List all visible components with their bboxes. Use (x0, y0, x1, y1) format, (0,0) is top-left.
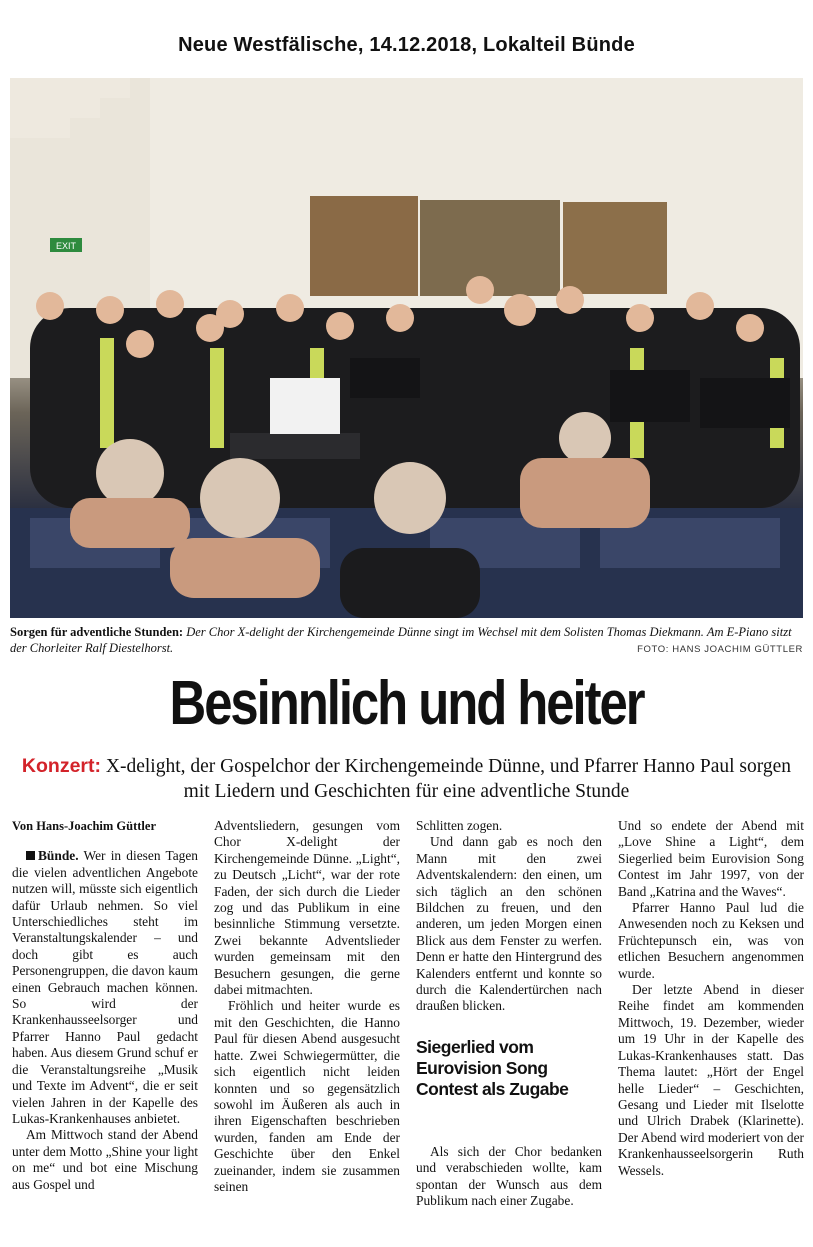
photo-credit: FOTO: HANS JOACHIM GÜTTLER (637, 644, 803, 655)
paragraph: Pfarrer Hanno Paul lud die Anwesenden noch zu Keksen und Früchtepunsch ein, was von etlichen Besuchern angenommen wurde. (618, 900, 804, 981)
paragraph: Schlitten zogen. (416, 818, 503, 833)
paragraph: Am Mittwoch stand der Abend unter dem Motto „Shine your light on me“ und bot eine Mischung aus Gospel und (12, 1127, 198, 1192)
caption-lead: Sorgen für adventliche Stunden: (10, 625, 184, 639)
subline-text: X-delight, der Gospelchor der Kirchengemeinde Dünne, und Pfarrer Hanno Paul sorgen mit Liedern und Geschichten für eine adventliche Stunde (101, 756, 792, 802)
subline-kicker: Konzert: (21, 755, 101, 777)
dateline: Bünde. (38, 848, 79, 864)
paragraph: Fröhlich und heiter wurde es mit den Geschichten, die Hanno Paul für diesen Abend ausgesucht hatte. Zwei Schwiegermütter, die sich eigentlich nicht leiden konnten und so gegensätzlich sowohl im Äußeren als auch in ihren Eigenschaften beschrieben wurden, fanden am Ende der Geschichte über den Enkel zueinander, indem sie zusammen seinen (214, 998, 400, 1194)
headline: Besinnlich und heiter (169, 669, 644, 738)
subheading: Siegerlied vom Eurovision Song Contest als Zugabe (416, 1036, 569, 1099)
paragraph: Und so endete der Abend mit „Love Shine a Light“, dem Siegerlied beim Eurovision Song Contest im Jahr 1997, von der Band „Katrina and the Waves“. (618, 818, 804, 899)
article-column-4 (618, 818, 804, 1179)
paragraph: Und dann gab es noch den Mann mit den zwei Adventskalendern: den einen, um sich täglich an den schönen Bildchen zu freuen, und den anderen, um jeden Morgen einen Blick aus dem Fenster zu werfen. Denn er hatte den Hintergrund des Kalenders entfernt und konnte so durch die Kalendertürchen nach draußen blicken. (416, 834, 602, 1014)
masthead: Neue Westfälische, 14.12.2018, Lokalteil Bünde (178, 34, 635, 56)
lead-square-icon (26, 851, 35, 860)
byline: Von Hans-Joachim Güttler (12, 819, 156, 833)
article-column-2 (214, 818, 400, 1195)
choir-photo-illustration (10, 78, 803, 618)
paragraph (12, 848, 198, 1127)
caption-text: Der Chor X-delight der Kirchengemeinde Dünne singt im Wechsel mit dem Solisten Thomas Diekmann. Am E-Piano sitzt der Chorleiter Ralf Diestelhorst. (10, 625, 792, 655)
article-column-3 (416, 818, 602, 1210)
choir-photo (10, 78, 803, 618)
subline (20, 754, 793, 804)
exit-sign-label: EXIT (55, 241, 77, 251)
paragraph: Als sich der Chor bedanken und verabschieden wollte, kam spontan der Wunsch aus dem Publikum nach einer Zugabe. (416, 1143, 602, 1209)
paragraph-text: Wer in diesen Tagen die vielen adventlichen Angebote nutzen will, müsste sich eigentlich dafür Urlaub nehmen. So viel Unterschiedliches steht im Veranstaltungskalender – und doch gibt es auch Personengruppen, die davon kaum einen Gebrauch machen können. So wird der Krankenhausseelsorger und Pfarrer Hanno Paul gedacht haben. Aus diesem Grund schuf er die Veranstaltungsreihe „Musik und Texte im Advent“, die er seit vielen Jahren in der Kapelle des Lukas-Krankenhauses anbietet. (12, 848, 198, 1126)
paragraph: Der letzte Abend in dieser Reihe findet am kommenden Mittwoch, 19. Dezember, wieder um 19 Uhr in der Kapelle des Lukas-Krankenhauses statt. Das Thema lautet: „Hört der Engel helle Lieder“ – Geschichten, Gesang und Lieder mit Ilselotte und Ulrich Drabek (Klarinette). Der Abend wird moderiert von der Krankenhausseelsorgerin Ruth Wessels. (618, 982, 804, 1178)
article-column-1 (12, 818, 198, 1193)
paragraph: Adventsliedern, gesungen vom Chor X-delight der Kirchengemeinde Dünne. „Light“, zu Deutsch „Licht“, war der rote Faden, der sich durch die Lieder zog und das Publikum in eine besinnliche Stimmung versetzte. Zwei bekannte Adventslieder wurden gemeinsam mit den Besuchern gesungen, die gerne dabei mitmachten. (214, 818, 400, 998)
